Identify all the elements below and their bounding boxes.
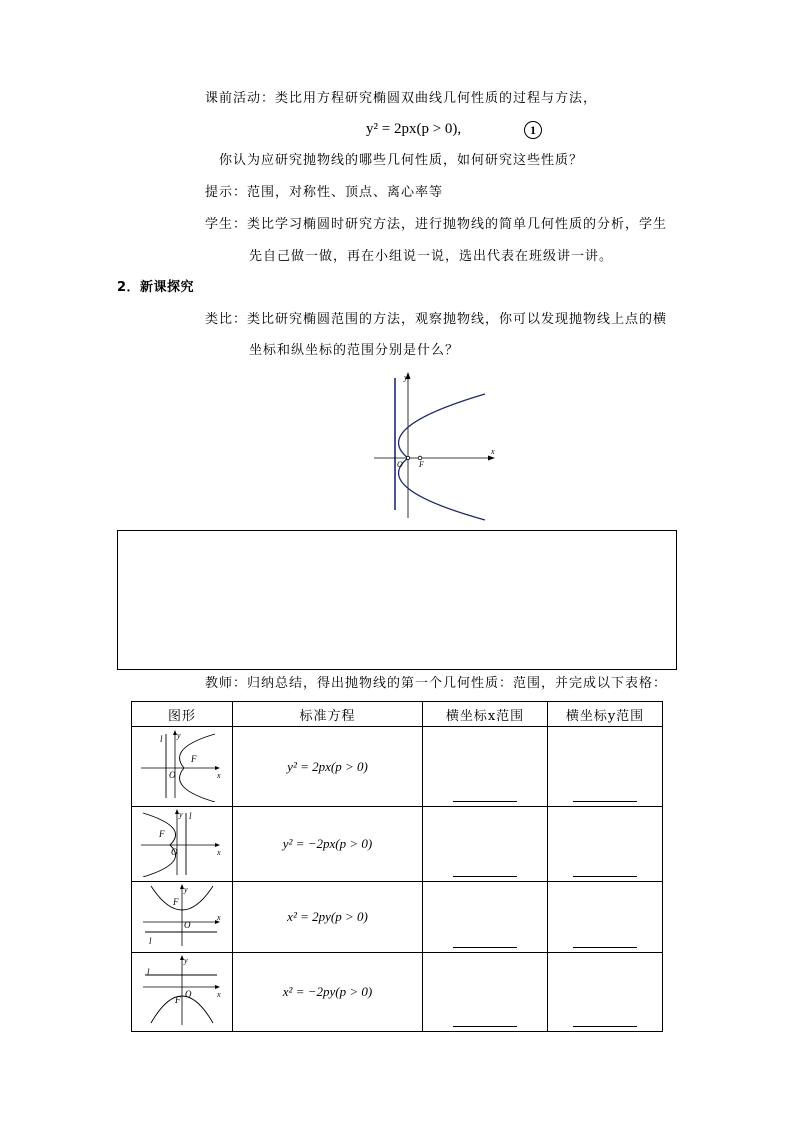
x-range-cell[interactable] xyxy=(423,882,548,953)
down-opening-parabola-figure xyxy=(137,953,227,1027)
x-range-blank xyxy=(453,800,517,802)
svg-text:F: F xyxy=(159,829,165,839)
analogy-text-2: 坐标和纵坐标的范围分别是什么？ xyxy=(249,343,460,358)
table-header-row xyxy=(132,702,663,727)
svg-text:O: O xyxy=(185,989,192,999)
equation-number: 1 xyxy=(524,121,542,139)
figure-cell xyxy=(132,882,233,953)
parabola-graph xyxy=(370,370,500,525)
figure-cell xyxy=(132,727,233,807)
svg-text:y: y xyxy=(177,730,181,740)
svg-text:F: F xyxy=(191,753,197,764)
x-range-blank xyxy=(453,875,517,877)
left-opening-parabola-figure xyxy=(137,807,227,877)
y-range-cell[interactable] xyxy=(548,882,663,953)
header-figure: 图形 xyxy=(132,702,233,727)
section-heading: 2．新课探究 xyxy=(117,280,195,295)
y-range-blank xyxy=(573,875,637,877)
y-range-blank xyxy=(573,1025,637,1027)
header-equation: 标准方程 xyxy=(233,702,423,727)
svg-text:x: x xyxy=(217,770,221,780)
x-axis-label: x xyxy=(491,447,495,456)
activity-question: 你认为应研究抛物线的哪些几何性质，如何研究这些性质？ xyxy=(219,153,584,168)
y-range-cell[interactable] xyxy=(548,807,663,882)
y-range-blank xyxy=(573,946,637,948)
svg-text:l: l xyxy=(147,967,150,977)
svg-text:l: l xyxy=(149,936,152,946)
table-row xyxy=(132,953,663,1032)
header-x-range: 横坐标x范围 xyxy=(423,702,548,727)
hint-text: 提示：范围，对称性、顶点、离心率等 xyxy=(205,185,444,200)
x-axis-arrow-icon xyxy=(488,456,495,461)
svg-text:x: x xyxy=(217,913,221,922)
table-row xyxy=(132,727,663,807)
parabola-curve xyxy=(399,394,485,520)
svg-text:F: F xyxy=(173,897,179,907)
svg-text:O: O xyxy=(184,920,191,930)
student-text-1: 学生：类比学习椭圆时研究方法，进行抛物线的简单几何性质的分析，学生 xyxy=(205,217,668,232)
x-range-cell[interactable] xyxy=(423,727,548,807)
table-row xyxy=(132,882,663,953)
activity-line-1: 课前活动：类比用方程研究椭圆双曲线几何性质的过程与方法， xyxy=(205,91,598,106)
header-y-range: 横坐标y范围 xyxy=(548,702,663,727)
y-range-cell[interactable] xyxy=(548,727,663,807)
table-row xyxy=(132,807,663,882)
y-axis-label: y xyxy=(404,373,408,382)
up-opening-parabola-figure xyxy=(137,882,227,948)
y-range-cell[interactable] xyxy=(548,953,663,1032)
equation-cell: x² = −2py(p > 0) xyxy=(233,953,423,1032)
svg-text:F: F xyxy=(175,995,181,1005)
analogy-text-1: 类比：类比研究椭圆范围的方法，观察抛物线，你可以发现抛物线上点的横 xyxy=(205,312,668,327)
svg-text:y: y xyxy=(184,956,188,965)
svg-text:l: l xyxy=(160,733,163,744)
student-text-2: 先自己做一做，再在小组说一说，选出代表在班级讲一讲。 xyxy=(249,249,614,264)
figure-cell xyxy=(132,953,233,1032)
answer-box xyxy=(117,530,677,670)
figure-cell xyxy=(132,807,233,882)
svg-text:x: x xyxy=(217,990,221,999)
y-range-blank xyxy=(573,800,637,802)
x-range-cell[interactable] xyxy=(423,953,548,1032)
equation-cell: y² = −2px(p > 0) xyxy=(233,807,423,882)
origin-point xyxy=(406,456,409,459)
svg-text:O: O xyxy=(169,769,176,780)
x-range-cell[interactable] xyxy=(423,807,548,882)
svg-text:y: y xyxy=(179,810,183,819)
equation-cell: y² = 2px(p > 0) xyxy=(233,727,423,807)
x-range-blank xyxy=(453,946,517,948)
x-range-blank xyxy=(453,1025,517,1027)
right-opening-parabola-figure xyxy=(137,728,227,802)
equation-cell: x² = 2py(p > 0) xyxy=(233,882,423,953)
svg-text:y: y xyxy=(184,885,188,894)
focus-label: F xyxy=(419,460,424,469)
origin-label: O xyxy=(397,460,403,469)
svg-text:l: l xyxy=(189,811,192,821)
svg-text:O: O xyxy=(171,847,178,857)
range-table xyxy=(131,701,663,1032)
svg-text:x: x xyxy=(217,848,221,857)
parabola-equation: y² = 2px(p > 0), xyxy=(366,121,462,137)
teacher-text: 教师：归纳总结，得出抛物线的第一个几何性质：范围，并完成以下表格： xyxy=(205,676,668,691)
